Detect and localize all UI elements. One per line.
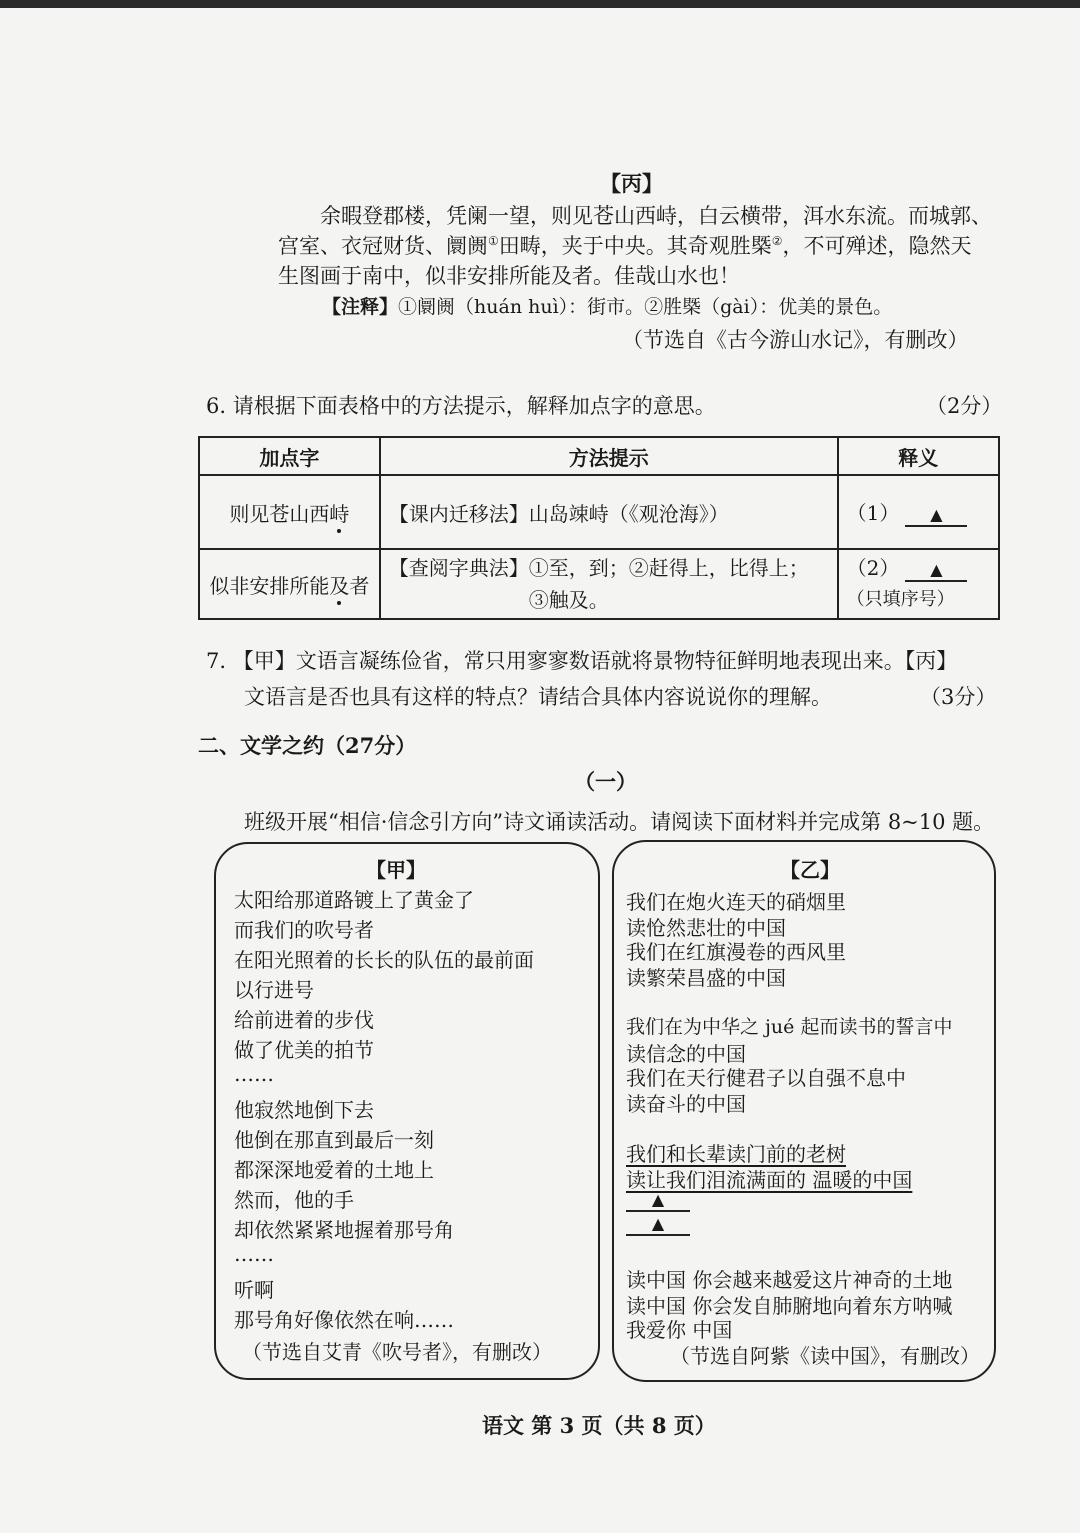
section-part: （一） [574, 769, 637, 794]
poem-line: 读中国 你会发自肺腑地向着东方呐喊 [626, 1294, 953, 1318]
bing-source: （节选自《古今游山水记》，有删改） [622, 328, 969, 352]
poem-line: 他寂然地倒下去 [234, 1098, 374, 1122]
poem-line: 都深深地爱着的土地上 [234, 1158, 434, 1182]
poem-line: 以行进号 [234, 978, 314, 1002]
bing-line-2: 宫室、衣冠财货、阛阓①田畴，夹于中央。其奇观胜槩②，不可殚述，隐然天 [278, 234, 972, 258]
bing-heading: 【丙】 [600, 171, 663, 196]
poem-line: 太阳给那道路镀上了黄金了 [234, 888, 474, 912]
poem-line: 做了优美的拍节 [234, 1038, 374, 1062]
row2-answer: （2） ▲ （只填序号） [838, 549, 999, 619]
poem-line: 读奋斗的中国 [626, 1092, 746, 1116]
page-footer: 语文 第 3 页（共 8 页） [482, 1413, 716, 1438]
poem-line: 却依然紧紧地握着那号角 [234, 1218, 454, 1242]
poem-line: 我们和长辈读门前的老树 [626, 1142, 846, 1166]
bing-line-3: 生图画于南中，似非安排所能及者。佳哉山水也！ [278, 264, 740, 288]
section-title: 二、文学之约（27分） [198, 733, 417, 758]
poem-blank-2[interactable]: ▲ [626, 1214, 690, 1236]
poem-jia-box [214, 842, 600, 1380]
poem-line: …… [234, 1242, 274, 1266]
table-row [199, 549, 999, 619]
poem-line: 我爱你 中国 [626, 1318, 733, 1342]
poem-line: 听啊 [234, 1278, 274, 1302]
poem-blank-1[interactable]: ▲ [626, 1190, 690, 1212]
poem-line: 我们在炮火连天的硝烟里 [626, 890, 846, 914]
q6-stem: 6. 请根据下面表格中的方法提示，解释加点字的意思。 [206, 394, 716, 418]
row1-hint: 【课内迁移法】山岛竦峙（《观沧海》） [380, 475, 838, 549]
poem-line: 我们在红旗漫卷的西风里 [626, 940, 846, 964]
poem-line: 读中国 你会越来越爱这片神奇的土地 [626, 1268, 953, 1292]
bing-note: 【注释】①阛阓（huán huì）：街市。②胜槩（gài）：优美的景色。 [322, 296, 893, 318]
poem-line: 读信念的中国 [626, 1042, 746, 1066]
poem-line: 在阳光照着的长长的队伍的最前面 [234, 948, 534, 972]
poem-yi-heading: 【乙】 [780, 858, 840, 882]
row1-answer: （1） ▲ [838, 475, 999, 549]
poem-line: 然而，他的手 [234, 1188, 354, 1212]
poem-yi-source: （节选自阿紫《读中国》，有删改） [670, 1344, 980, 1368]
q6-score: （2分） [926, 394, 1003, 418]
row2-hint: 【查阅字典法】①至，到；②赶得上，比得上； ③触及。 [380, 549, 838, 619]
row1-word: 则见苍山西峙 [199, 475, 380, 549]
poem-line: 他倒在那直到最后一刻 [234, 1128, 434, 1152]
section-intro: 班级开展“相信·信念引方向”诗文诵读活动。请阅读下面材料并完成第 8~10 题。 [244, 810, 995, 834]
answer-blank[interactable]: ▲ [905, 505, 967, 527]
header-word: 加点字 [199, 437, 380, 475]
header-hint: 方法提示 [380, 437, 838, 475]
scan-top-border [0, 0, 1080, 8]
q7-line-2: 文语言是否也具有这样的特点？请结合具体内容说说你的理解。 [244, 685, 832, 709]
table-row [199, 475, 999, 549]
poem-jia-heading: 【甲】 [366, 858, 426, 882]
poem-line: 给前进着的步伐 [234, 1008, 374, 1032]
q7-score: （3分） [920, 685, 997, 709]
q7-line-1: 7. 【甲】文语言凝练俭省，常只用寥寥数语就将景物特征鲜明地表现出来。【丙】 [206, 649, 958, 673]
poem-line: 读怆然悲壮的中国 [626, 916, 786, 940]
answer-blank[interactable]: ▲ [905, 560, 967, 582]
poem-line: 我们在天行健君子以自强不息中 [626, 1066, 906, 1090]
table-header-row [199, 437, 999, 475]
row2-word: 似非安排所能及者 [199, 549, 380, 619]
poem-line: 而我们的吹号者 [234, 918, 374, 942]
method-table [198, 436, 1000, 620]
poem-jia-source: （节选自艾青《吹号者》，有删改） [242, 1340, 552, 1364]
bing-line-1: 余暇登郡楼，凭阑一望，则见苍山西峙，白云横带，洱水东流。而城郭、 [320, 204, 992, 228]
poem-line: 读让我们泪流满面的 温暖的中国 [626, 1168, 913, 1192]
poem-line: 那号角好像依然在响…… [234, 1308, 454, 1332]
poem-line: 我们在为中华之 jué 起而读书的誓言中 [626, 1016, 953, 1038]
poem-line: …… [234, 1062, 274, 1086]
header-meaning: 释义 [838, 437, 999, 475]
poem-yi-box [612, 840, 996, 1382]
poem-line: 读繁荣昌盛的中国 [626, 966, 786, 990]
